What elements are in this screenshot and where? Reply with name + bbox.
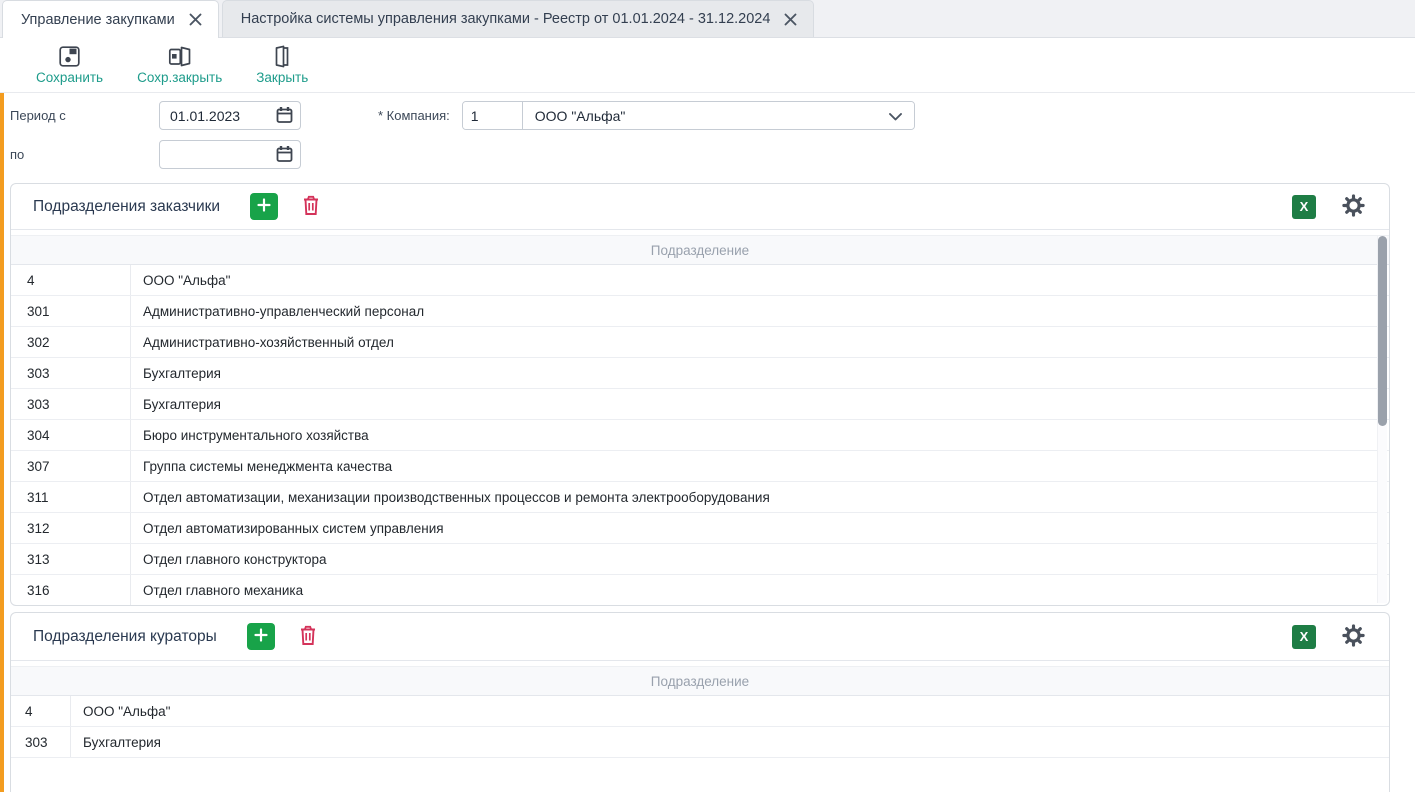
- row-name: Отдел автоматизированных систем управления: [143, 520, 444, 536]
- customer-subdivisions-panel: [10, 183, 1390, 606]
- row-code: 303: [11, 358, 131, 388]
- table-row[interactable]: [11, 296, 1389, 327]
- tab-settings-registry[interactable]: [222, 0, 815, 37]
- row-code: 312: [11, 513, 131, 543]
- row-name: Отдел главного конструктора: [143, 551, 327, 567]
- close-icon[interactable]: [189, 13, 202, 26]
- excel-export-button[interactable]: X: [1292, 625, 1316, 649]
- row-code: 307: [11, 451, 131, 481]
- table-row[interactable]: [11, 265, 1389, 296]
- add-row-button[interactable]: [247, 623, 275, 650]
- company-select[interactable]: [523, 102, 914, 129]
- table-row[interactable]: [11, 389, 1389, 420]
- save-close-button[interactable]: [127, 44, 232, 86]
- table-settings-button[interactable]: [1342, 194, 1365, 220]
- gear-icon: [1342, 194, 1365, 220]
- row-code: 302: [11, 327, 131, 357]
- row-name: Бухгалтерия: [143, 365, 221, 381]
- toolbar: [0, 38, 1415, 93]
- save-button[interactable]: [26, 44, 113, 86]
- column-header-row: [11, 666, 1389, 696]
- trash-icon: [302, 195, 320, 219]
- table-settings-button[interactable]: [1342, 624, 1365, 650]
- period-to-field[interactable]: [159, 140, 301, 169]
- company-select-value: ООО "Альфа": [534, 107, 626, 124]
- save-close-button-label: Сохр.закрыть: [137, 70, 223, 85]
- customer-subdivisions-table: [11, 265, 1389, 606]
- vertical-scrollbar[interactable]: [1377, 236, 1387, 603]
- table-row[interactable]: [11, 513, 1389, 544]
- close-button[interactable]: [246, 44, 318, 86]
- row-code: 311: [11, 482, 131, 512]
- row-name: Отдел главного механика: [143, 582, 304, 598]
- plus-icon: [254, 628, 268, 645]
- table-row[interactable]: [11, 420, 1389, 451]
- save-icon: [58, 45, 81, 68]
- calendar-icon[interactable]: [276, 106, 293, 129]
- row-code: 313: [11, 544, 131, 574]
- gear-icon: [1342, 624, 1365, 650]
- period-from-label: Период с: [10, 108, 66, 123]
- column-header-subdivision: Подразделение: [650, 673, 750, 689]
- curator-subdivisions-panel: [10, 612, 1390, 792]
- row-code: 4: [11, 696, 71, 726]
- save-close-icon: [168, 45, 192, 68]
- row-name: Бухгалтерия: [83, 734, 161, 750]
- table-row[interactable]: [11, 482, 1389, 513]
- tab-label: Управление закупками: [21, 11, 175, 28]
- period-to-label: по: [10, 147, 25, 162]
- accent-bar: [0, 93, 4, 792]
- trash-icon: [299, 625, 317, 649]
- row-name: Группа системы менеджмента качества: [143, 458, 393, 474]
- table-row[interactable]: [11, 358, 1389, 389]
- close-button-label: Закрыть: [256, 70, 309, 85]
- row-name: Отдел автоматизации, механизации производственных процессов и ремонта электрооборудования: [143, 489, 770, 505]
- column-header-subdivision: Подразделение: [650, 242, 750, 258]
- row-code: 301: [11, 296, 131, 326]
- table-row[interactable]: [11, 544, 1389, 575]
- row-name: Административно-управленческий персонал: [143, 303, 425, 319]
- customer-subdivisions-title: Подразделения заказчики: [33, 197, 221, 215]
- company-code-input[interactable]: [463, 102, 523, 129]
- tab-label: Настройка системы управления закупками - Реестр от 01.01.2024 - 31.12.2024: [240, 11, 771, 27]
- door-icon: [272, 45, 292, 68]
- table-row[interactable]: [11, 575, 1389, 606]
- company-field: [462, 101, 915, 130]
- column-header-row: [11, 235, 1389, 265]
- company-label: * Компания:: [378, 108, 450, 123]
- delete-row-button[interactable]: [299, 625, 317, 649]
- row-name: Административно-хозяйственный отдел: [143, 334, 394, 350]
- excel-export-button[interactable]: X: [1292, 195, 1316, 219]
- add-row-button[interactable]: [250, 193, 278, 220]
- tab-bar: [0, 0, 1415, 38]
- calendar-icon[interactable]: [276, 145, 293, 168]
- curator-subdivisions-title: Подразделения кураторы: [33, 627, 217, 645]
- chevron-down-icon: [889, 108, 902, 124]
- row-name: ООО "Альфа": [143, 272, 231, 288]
- row-code: 304: [11, 420, 131, 450]
- table-row[interactable]: [11, 451, 1389, 482]
- row-name: Бухгалтерия: [143, 396, 221, 412]
- curator-subdivisions-table: [11, 696, 1389, 758]
- row-name: ООО "Альфа": [83, 703, 171, 719]
- period-from-field[interactable]: [159, 101, 301, 130]
- close-icon[interactable]: [784, 13, 797, 26]
- row-code: 303: [11, 389, 131, 419]
- table-row[interactable]: [11, 696, 1389, 727]
- row-code: 303: [11, 727, 71, 757]
- delete-row-button[interactable]: [302, 195, 320, 219]
- row-code: 316: [11, 575, 131, 605]
- form-content: [0, 93, 1415, 792]
- scrollbar-thumb[interactable]: [1378, 236, 1387, 426]
- save-button-label: Сохранить: [36, 70, 104, 85]
- table-row[interactable]: [11, 727, 1389, 758]
- row-code: 4: [11, 265, 131, 295]
- table-row[interactable]: [11, 327, 1389, 358]
- tab-procurement-management[interactable]: [2, 0, 219, 38]
- row-name: Бюро инструментального хозяйства: [143, 427, 369, 443]
- plus-icon: [257, 198, 271, 215]
